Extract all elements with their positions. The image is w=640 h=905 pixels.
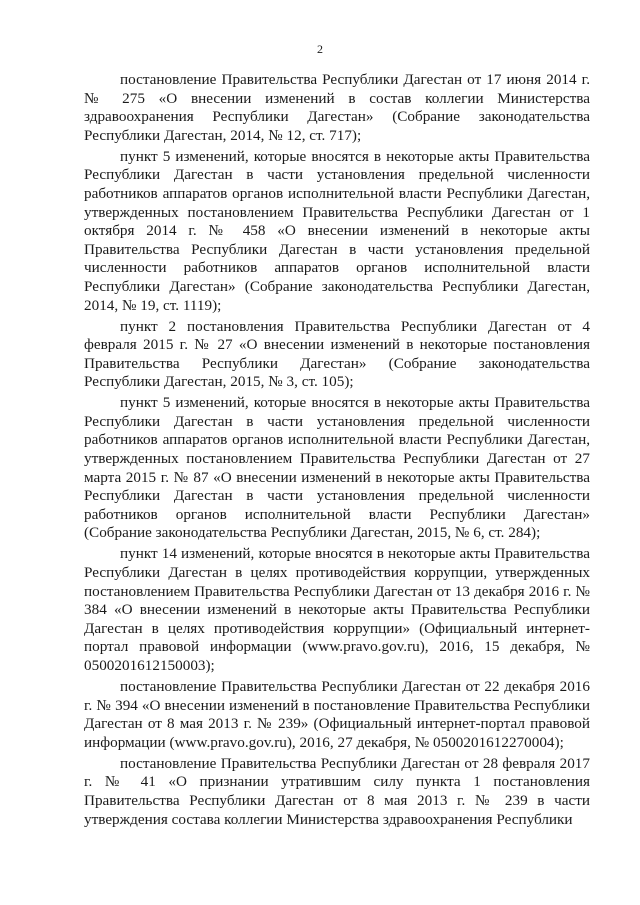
document-body [84,71,590,831]
paragraph-7: постановление Правительства Республики Дагестан от 28 февраля 2017 г. № 41 «О признании утратившим силу пункта 1 постановления Правительства Республики Дагестан от 8 мая 2013 г. № 239 в части утверждения состава коллегии Министерства здравоохранения Республики [84,754,590,828]
paragraph-4: пункт 5 изменений, которые вносятся в некоторые акты Правительства Республики Дагестан в части установления предельной численности работников аппаратов органов исполнительной власти Республики Дагестан, утвержденных постановлением Правительства Республики Дагестан от 27 марта 2015 г. № 87 «О внесении изменений в некоторые акты Правительства Республики Дагестан в части установления предельной численности работников органов исполнительной власти Республики Дагестан» (Собрание законодательства Республики Дагестан, 2015, № 6, ст. 284); [84,394,590,542]
paragraph-5: пункт 14 изменений, которые вносятся в некоторые акты Правительства Республики Дагестан в целях противодействия коррупции, утвержденных постановлением Правительства Республики Дагестан от 13 декабря 2016 г. № 384 «О внесении изменений в некоторые акты Правительства Республики Дагестан в целях противодействия коррупции» (Официальный интернет-портал правовой информации (www.pravo.gov.ru), 2016, 15 декабря, № 0500201612150003); [84,545,590,674]
paragraph-6: постановление Правительства Республики Дагестан от 22 декабря 2016 г. № 394 «О внесении изменений в постановление Правительства Республики Дагестан от 8 мая 2013 г. № 239» (Официальный интернет-портал правовой информации (www.pravo.gov.ru), 2016, 27 декабря, № 0500201612270004); [84,677,590,751]
page-number: 2 [317,42,323,56]
paragraph-1: постановление Правительства Республики Дагестан от 17 июня 2014 г. № 275 «О внесении изменений в состав коллегии Министерства здравоохранения Республики Дагестан» (Собрание законодательства Республики Дагестан, 2014, № 12, ст. 717); [84,71,590,144]
paragraph-2: пункт 5 изменений, которые вносятся в некоторые акты Правительства Республики Дагестан в части установления предельной численности работников аппаратов органов исполнительной власти Республики Дагестан, утвержденных постановлением Правительства Республики Дагестан от 1 октября 2014 г. № 458 «О внесении изменений в некоторые акты Правительства Республики Дагестан в части установления предельной численности работников аппаратов органов исполнительной власти Республики Дагестан» (Собрание законодательства Республики Дагестан, 2014, № 19, ст. 1119); [84,147,590,314]
paragraph-3: пункт 2 постановления Правительства Республики Дагестан от 4 февраля 2015 г. № 27 «О внесении изменений в некоторые постановления Правительства Республики Дагестан» (Собрание законодательства Республики Дагестан, 2015, № 3, ст. 105); [84,317,590,391]
